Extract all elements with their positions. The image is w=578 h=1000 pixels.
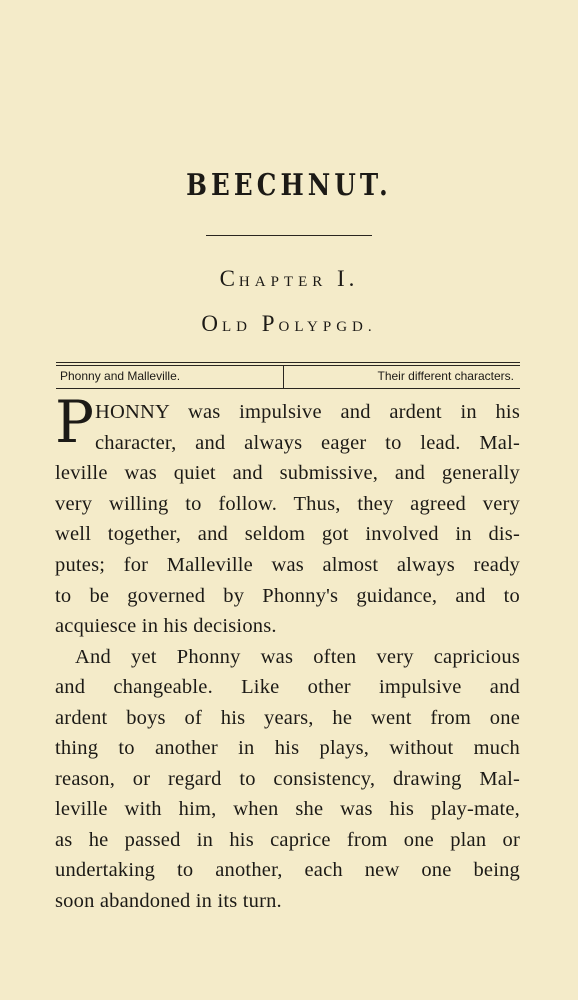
text-line: leville with him, when she was his play-mate, <box>55 798 520 820</box>
text-line: HONNY was impulsive and ardent in his <box>95 401 520 423</box>
text-line: soon abandoned in its turn. <box>55 890 282 912</box>
text-line: putes; for Malleville was almost always ready <box>55 554 520 576</box>
text-line: acquiesce in his decisions. <box>55 615 277 637</box>
summary-left: Phonny and Malleville. <box>60 369 181 383</box>
chapter-title-cap-2: P <box>261 311 279 336</box>
drop-cap: P <box>55 388 95 456</box>
text-line: very willing to follow. Thus, they agreed very <box>55 493 520 515</box>
text-line: as he passed in his caprice from one plan or <box>55 829 520 851</box>
summary-rule-top-inner <box>56 365 520 366</box>
title-rule <box>206 235 372 236</box>
chapter-title-cap-1: O <box>201 311 222 336</box>
chapter-title-rest-1: LD <box>221 319 252 335</box>
chapter-heading <box>0 266 578 292</box>
text-line: ardent boys of his years, he went from one <box>55 707 520 729</box>
text-line: and changeable. Like other impulsive and <box>55 676 520 698</box>
text-line: And yet Phonny was often very capricious <box>75 646 520 668</box>
text-line: reason, or regard to consistency, drawing Mal- <box>55 768 520 790</box>
summary-rule-bottom <box>56 388 520 389</box>
text-line: to be governed by Phonny's guidance, and to <box>55 585 520 607</box>
chapter-title-rest-2: OLYPGD. <box>278 319 377 335</box>
chapter-heading-cap: C <box>219 266 239 291</box>
text-line: leville was quiet and submissive, and generally <box>55 462 520 484</box>
summary-rule-top <box>56 362 520 363</box>
text-line: undertaking to another, each new one being <box>55 859 520 881</box>
text-line: well together, and seldom got involved in dis- <box>55 523 520 545</box>
summary-divider <box>283 366 284 388</box>
chapter-heading-rest: HAPTER <box>238 274 328 290</box>
summary-right: Their different characters. <box>377 369 514 383</box>
chapter-number: I. <box>337 266 359 291</box>
chapter-title <box>0 311 578 337</box>
text-line: thing to another in his plays, without much <box>55 737 520 759</box>
book-title: BEECHNUT. <box>186 168 392 203</box>
text-line: character, and always eager to lead. Mal- <box>95 432 520 454</box>
